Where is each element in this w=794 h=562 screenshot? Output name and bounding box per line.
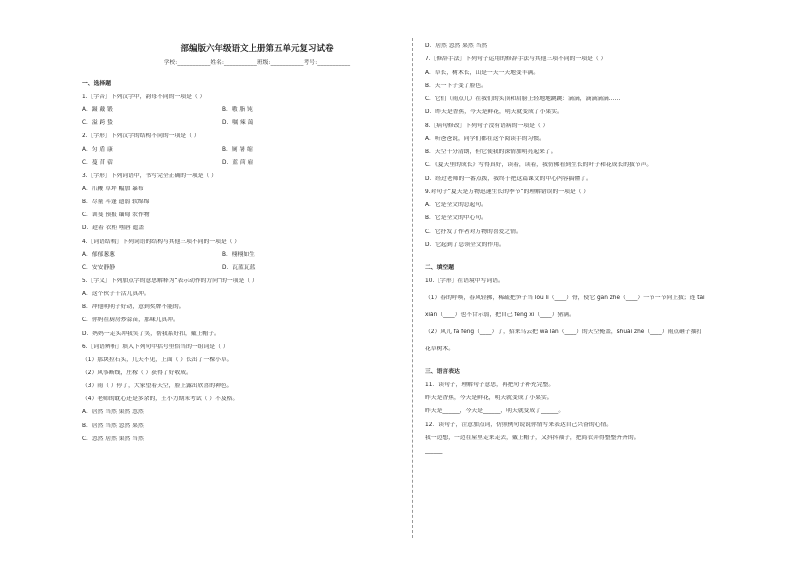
q4-option-a: A．郁郁葱葱: [82, 251, 115, 258]
q1-options-row1: [82, 107, 432, 114]
q4-options-row2: [82, 265, 432, 272]
q3-option-a: A．爪鞭 草坪 幅加 暴布: [82, 186, 144, 193]
q1-option-c: C．溢 跨 蛰: [82, 120, 113, 127]
q1-option-d: D．嘱 辣 蔼: [222, 120, 254, 127]
q2-options-row1: [82, 147, 432, 154]
q9-option-c: C．它抒发了作者对万物的喜爱之情。: [425, 228, 522, 235]
q9-option-b: B．它是全文的中心句。: [425, 215, 487, 222]
q5-option-c: C．你妈在厨房炒蒜苗，那味儿真冲。: [82, 317, 179, 324]
q10-item-2-cont: 花草树木。: [425, 345, 454, 352]
q1-options-row2: [82, 120, 432, 127]
q11-fill-in: 昨天是______，今天是______，明天就变成了______。: [425, 408, 565, 415]
q8-option-b: B．天空十分清朗，但它使我的深情加明亮起来了。: [425, 149, 557, 155]
question-6: 6.［词语辨析］填入下列句中括号里恰当的一组词是（ ）: [82, 343, 229, 350]
q6-option-b: B．居然 当然 忽然 果然: [82, 422, 144, 429]
q9-option-d: D．它起到了总领全文的作用。: [425, 241, 505, 248]
q6-sentence-4: （4）老师的耽心还是多余的，王小力期末考试（ ）不及格。: [82, 396, 239, 403]
question-9: 9.对句子“夏天是万物迅速生长的季节”的理解错误的一项是（ ）: [425, 188, 590, 195]
question-2: 2.［字形］下列汉字的结构不同的一项是（ ）: [82, 133, 200, 140]
question-4: 4.［词语结构］下列词语的结构与其他三项不同的一项是（ ）: [82, 238, 241, 245]
q10-item-2: （2）风儿 fā fēng（____）了，招来乌云把 wǎ lán（____）的天空掩盖，shuǎi zhe（____）雨点砸子抽打: [425, 328, 703, 335]
student-info-line: 学校:___________姓名:___________班级:___________考号:___________: [163, 60, 351, 67]
page-title: 部编版六年级语文上册第五单元复习试卷: [180, 44, 334, 54]
q2-option-c: C．蔓 苜 蓿: [82, 159, 113, 166]
q4-options-row1: [82, 252, 432, 259]
q2-options-row2: [82, 160, 432, 167]
q12-example: 我一边想，一边在屋里走来走去，戴上帽子，又抖抖袖子，把简衣弄得整整齐齐的。: [425, 434, 640, 441]
left-column: [82, 0, 432, 443]
q6-sentence-2: （2）风筝断线，庄稼（ ）获得了好收成。: [82, 369, 192, 376]
q6-sentence-3: （3）雨（ ）停了，大家望着天空，脸上露出欣喜的神色。: [82, 383, 233, 390]
section-expression-heading: 三、语言表达: [425, 368, 460, 375]
q2-option-a: A．匀 盾 康: [82, 146, 113, 153]
section-fill-heading: 二、填空题: [425, 264, 454, 271]
q2-option-b: B．厕 暑 缩: [222, 146, 253, 153]
q4-option-b: B．栩栩如生: [222, 251, 255, 258]
column-divider: [412, 38, 413, 538]
q11-example: 昨天是香蕉，今天是鲜花，明天就变成了小果实。: [425, 395, 553, 402]
q8-option-a: A．听爸爸说，同学们都在这个阅读手的习惯。: [425, 135, 545, 142]
q3-option-c: C．训斐 预报 缅甸 农作物: [82, 212, 150, 219]
q1-option-b: B．嗷 脂 饨: [222, 107, 253, 114]
question-5: 5.［字义］下列加点字的意思解释为“表示动作的方向”的一项是（ ）: [82, 278, 258, 284]
q7-option-c: C．它们（雨点儿）在我们的头顶和肩膀上轻地地跳跳：滴滴，滴滴滴滴……: [425, 96, 621, 102]
q6-option-c: C．忽然 居然 果然 当然: [82, 435, 144, 442]
q6-sentence-1: （1）那块拉石头，几天不见，上面（ ）长出了一棵小草。: [82, 356, 233, 363]
question-1: 1.［字音］下列汉字中，韵母不同的一项是（ ）: [82, 94, 206, 101]
q6-option-d: D．居然 忽然 果然 当然: [425, 43, 488, 49]
question-3: 3.［字形］下列词语中，书写完全正确的一项是（ ）: [82, 172, 217, 179]
q5-option-b: B．冲他明明子好动，意到奖牌不能的。: [82, 304, 185, 311]
q7-option-a: A．草长，树木长，山是一天一天地变丰满。: [425, 69, 540, 76]
question-11: 11．读句子，理解句子意思，再把句子补充完整。: [425, 381, 555, 388]
question-7: 7.［修辞手法］下列句子运用的修辞手法与其他三项不同的一项是（ ）: [425, 56, 607, 63]
q4-option-c: C．安安静静: [82, 264, 116, 271]
q10-item-1-cont: xiǎn（____）也不甘示弱，把自己 fēng xí（____）猪满。: [425, 311, 575, 318]
q2-option-d: D．蓝 茴 雇: [222, 159, 254, 166]
q9-option-a: A．它是全文的总起句。: [425, 202, 487, 208]
q7-option-d: D．昨天是香蕉，今天是鲜花，明天就变成了小果实。: [425, 109, 563, 116]
q8-option-d: D．经过老师的一番点拨，我终于把这篇课文的中心内容搞懂了。: [425, 175, 592, 182]
q1-option-a: A．蹑 戴 锻: [82, 107, 113, 114]
q3-option-d: D．趁着 衣柜 嘿唇 遮盖: [82, 225, 145, 232]
q5-option-d: D．妈妈一走头冲我笑了笑，帮我系好扣，戴上帽子。: [82, 330, 220, 337]
question-12: 12．读句子，注意加点词，仿照例句说说你情写来表达自己兴奋的心情。: [425, 421, 613, 428]
question-10: 10.［字形］在语境中写词语。: [425, 277, 504, 284]
q3-option-b: B．尽量 斗蓬 遗弱 软绵绵: [82, 199, 150, 206]
q12-answer-blank: ______: [425, 448, 443, 455]
q10-item-1: （1）春的呼唤，春风轻拂，稀疏把笋子当 lóu lì（____）骨，使它 gān zhe（____）一节一节向上拔；连 tái: [425, 294, 705, 301]
q8-option-c: C．《夏天里的成长》写得真好，读着，读着，我仿佛看到生长的叶子和花成长的拔节声。: [425, 162, 653, 169]
question-8: 8.［病句修改］下列句子没有语病的一项是（ ）: [425, 122, 549, 129]
section-choice-heading: 一、选择题: [82, 80, 111, 87]
q5-option-a: A．这个伙子干活儿真冲。: [82, 291, 150, 298]
right-column: [425, 0, 775, 455]
q6-option-a: A．居然 当然 果然 忽然: [82, 409, 144, 416]
q4-option-d: D．瓦蓝瓦蓝: [222, 264, 256, 271]
q7-option-b: B．天一下子变了脸色。: [425, 82, 487, 89]
